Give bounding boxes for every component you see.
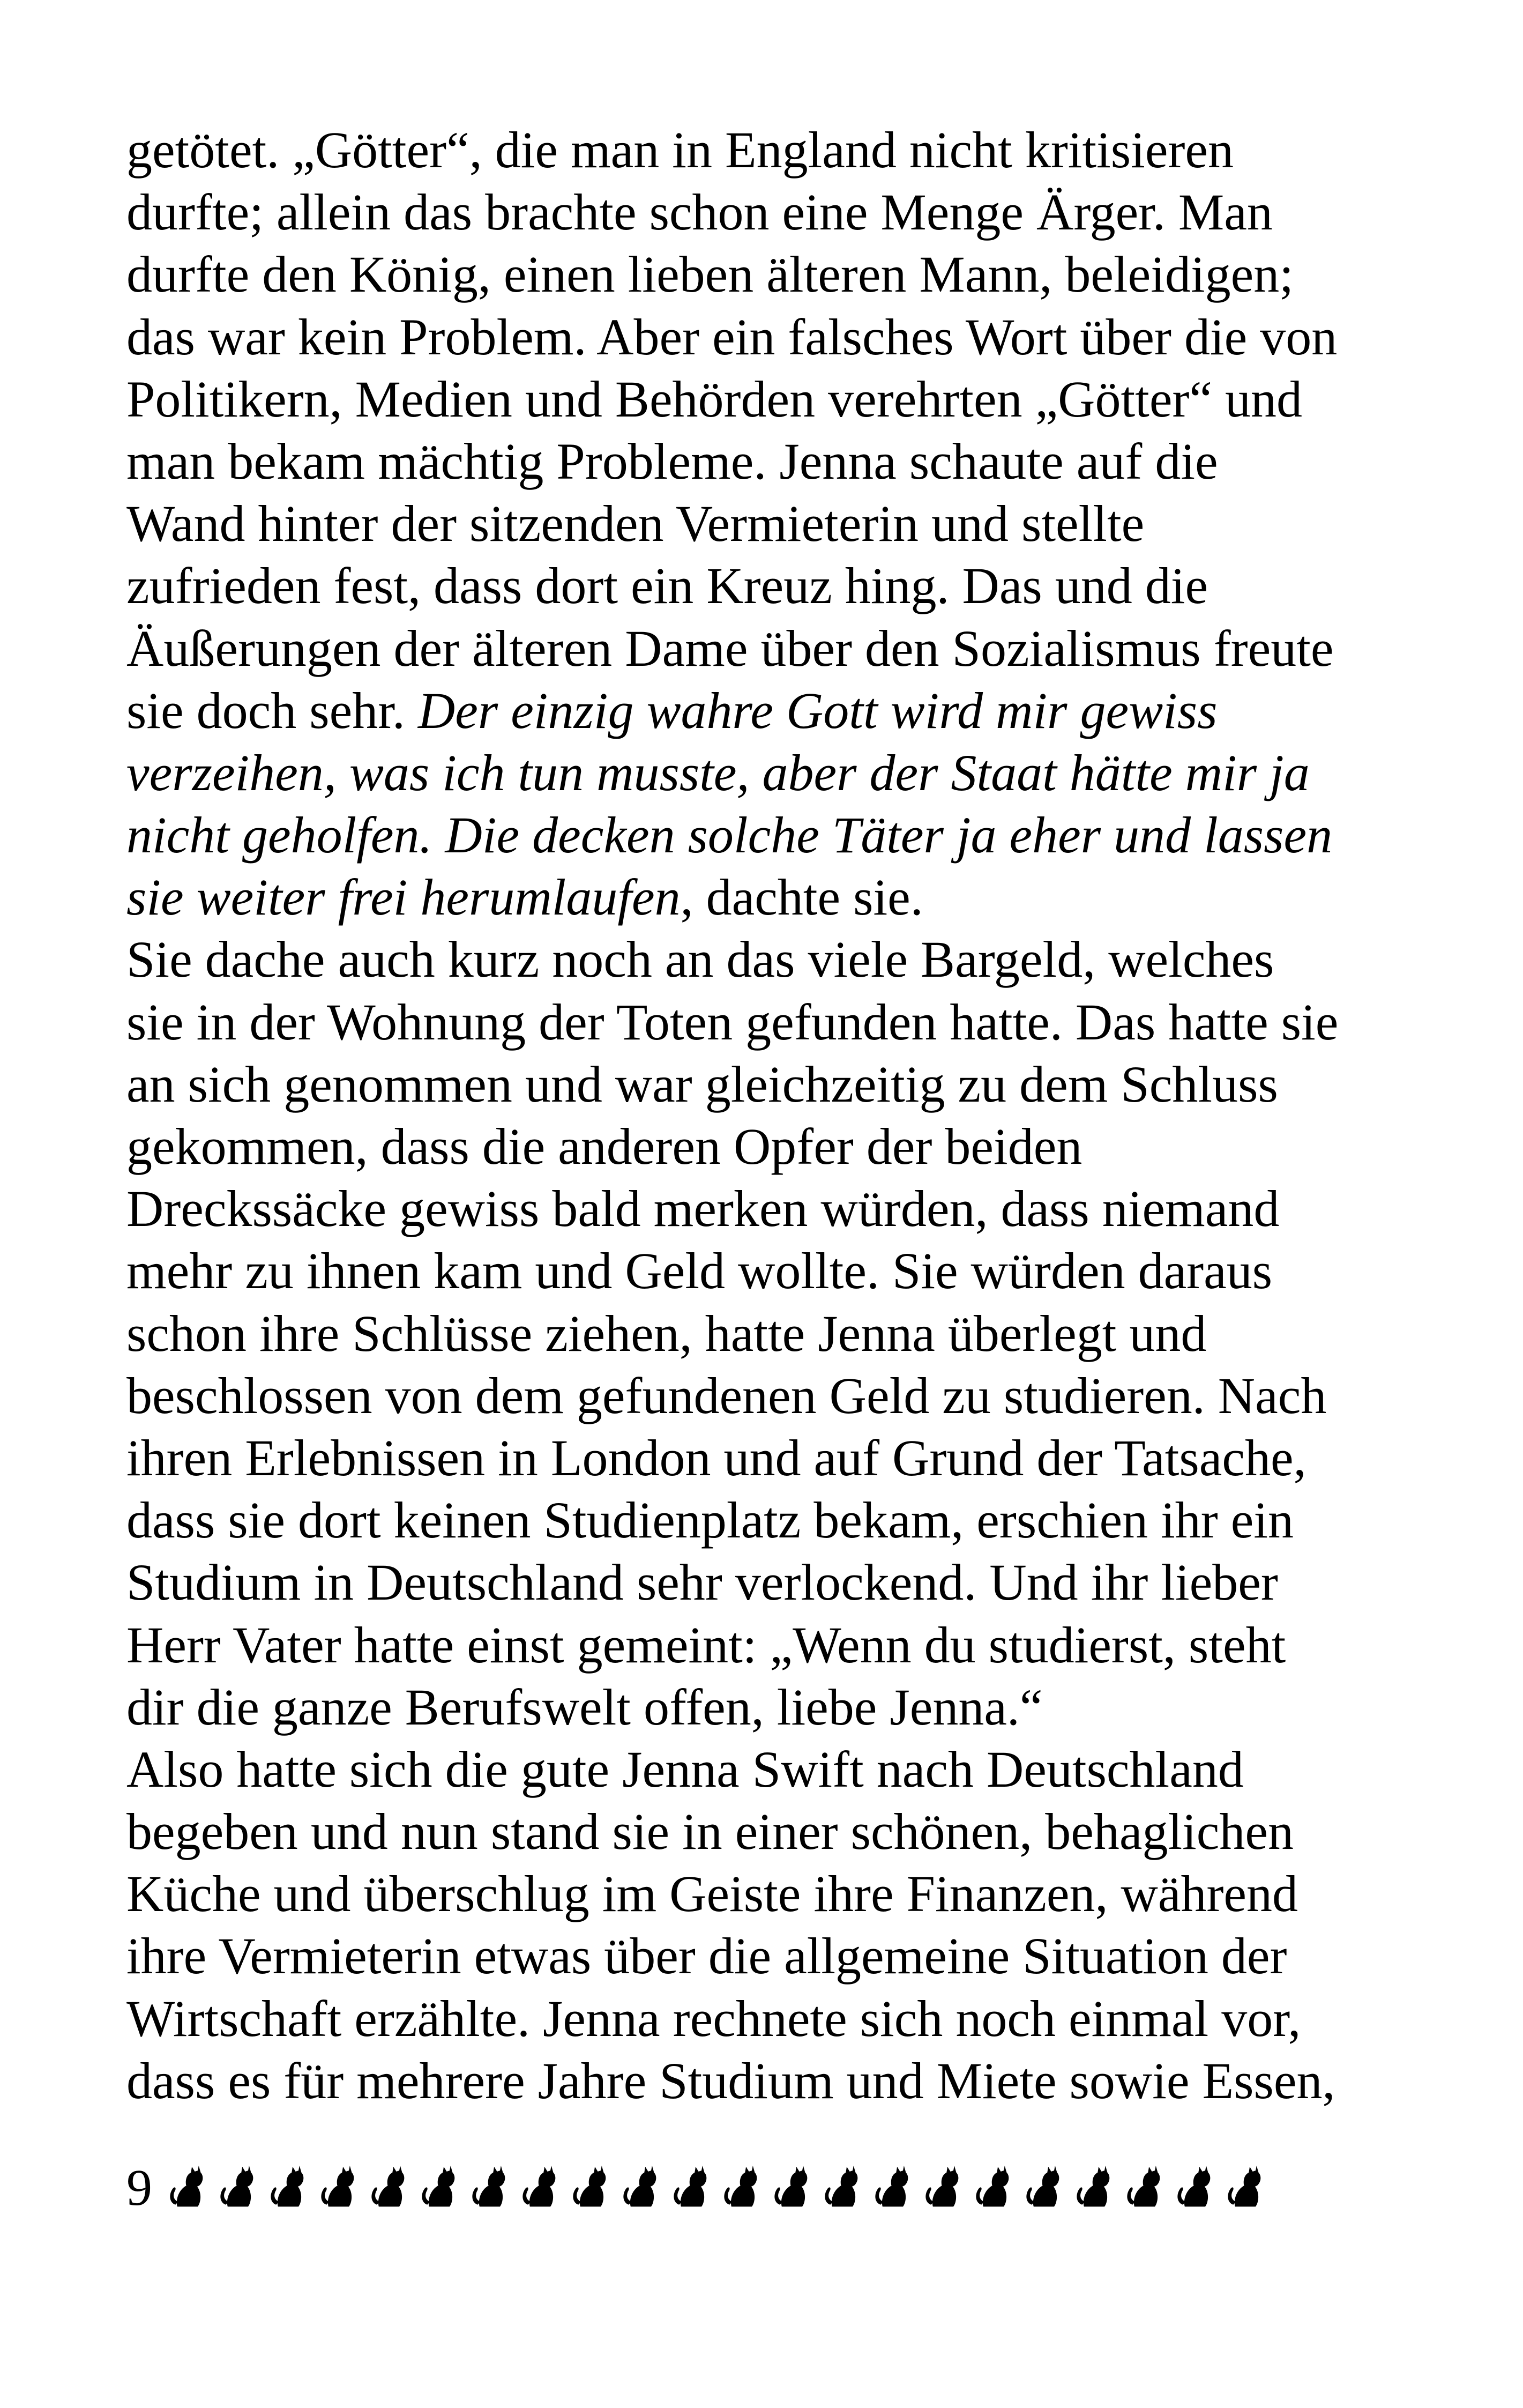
text-line <box>126 368 1413 430</box>
text-line <box>126 430 1413 493</box>
text-line <box>126 1738 1413 1801</box>
sitting-cat-icon <box>973 2166 1013 2209</box>
text-line <box>126 1676 1413 1738</box>
text-line <box>126 1365 1413 1427</box>
text-run: Sie dache auch kurz noch an das viele Bargeld, welches <box>126 931 1274 989</box>
italic-thought: Der einzig wahre Gott wird mir gewiss <box>417 681 1218 739</box>
text-run: sie in der Wohnung der Toten gefunden hatte. Das hatte sie <box>126 993 1339 1051</box>
text-run: ihren Erlebnissen in London und auf Grund der Tatsache, <box>126 1429 1307 1487</box>
text-line <box>126 928 1413 991</box>
sitting-cat-icon <box>520 2166 559 2209</box>
text-line <box>126 1178 1413 1240</box>
text-line <box>126 680 1413 742</box>
text-line <box>126 991 1413 1053</box>
text-run: gekommen, dass die anderen Opfer der beiden <box>126 1118 1082 1175</box>
text-line <box>126 555 1413 617</box>
sitting-cat-icon <box>872 2166 912 2209</box>
text-run: Herr Vater hatte einst gemeint: „Wenn du studierst, steht <box>126 1616 1286 1674</box>
text-line <box>126 866 1413 928</box>
sitting-cat-icon <box>923 2166 962 2209</box>
text-line <box>126 1303 1413 1365</box>
text-line <box>126 1614 1413 1676</box>
text-line <box>126 1551 1413 1614</box>
sitting-cat-icon <box>419 2166 459 2209</box>
text-run: durfte den König, einen lieben älteren Mann, beleidigen; <box>126 246 1294 303</box>
sitting-cat-icon <box>369 2166 408 2209</box>
sitting-cat-icon <box>1225 2166 1265 2209</box>
text-run: das war kein Problem. Aber ein falsches Wort über die von <box>126 308 1338 366</box>
text-run: man bekam mächtig Probleme. Jenna schaute auf die <box>126 432 1218 490</box>
italic-thought: nicht geholfen. Die decken solche Täter ja eher und lassen <box>126 806 1333 864</box>
sitting-cat-icon <box>721 2166 761 2209</box>
text-line <box>126 493 1413 555</box>
cat-ornament-row <box>167 2166 1275 2209</box>
text-run: schon ihre Schlüsse ziehen, hatte Jenna überlegt und <box>126 1304 1207 1362</box>
text-run: dass es für mehrere Jahre Studium und Miete sowie Essen, <box>126 2052 1335 2109</box>
text-line <box>126 804 1413 866</box>
page-number: 9 <box>126 2158 152 2216</box>
text-run: Äußerungen der älteren Dame über den Sozialismus freute <box>126 619 1334 677</box>
text-run: dass sie dort keinen Studienplatz bekam, erschien ihr ein <box>126 1491 1294 1549</box>
text-line <box>126 1116 1413 1178</box>
text-line <box>126 181 1413 243</box>
text-run: Also hatte sich die gute Jenna Swift nach Deutschland <box>126 1740 1244 1798</box>
text-run: , dachte sie. <box>680 868 923 926</box>
text-run: durfte; allein das brachte schon eine Menge Ärger. Man <box>126 183 1273 241</box>
sitting-cat-icon <box>469 2166 509 2209</box>
text-line <box>126 2050 1413 2112</box>
text-line <box>126 1053 1413 1116</box>
sitting-cat-icon <box>822 2166 862 2209</box>
sitting-cat-icon <box>167 2166 207 2209</box>
text-line <box>126 1925 1413 1987</box>
text-line <box>126 1988 1413 2050</box>
text-run: mehr zu ihnen kam und Geld wollte. Sie würden daraus <box>126 1242 1273 1300</box>
sitting-cat-icon <box>671 2166 711 2209</box>
body-text <box>126 119 1413 2112</box>
text-line <box>126 1427 1413 1489</box>
text-run: beschlossen von dem gefundenen Geld zu studieren. Nach <box>126 1366 1327 1424</box>
text-line <box>126 119 1413 181</box>
text-run: Politikern, Medien und Behörden verehrten „Götter“ und <box>126 370 1303 428</box>
text-line <box>126 742 1413 804</box>
sitting-cat-icon <box>318 2166 358 2209</box>
italic-thought: verzeihen, was ich tun musste, aber der Staat hätte mir ja <box>126 744 1310 801</box>
sitting-cat-icon <box>772 2166 811 2209</box>
text-run: Wirtschaft erzählte. Jenna rechnete sich noch einmal vor, <box>126 1989 1301 2047</box>
text-run: begeben und nun stand sie in einer schönen, behaglichen <box>126 1803 1294 1861</box>
sitting-cat-icon <box>1124 2166 1164 2209</box>
text-line <box>126 1801 1413 1863</box>
text-line <box>126 306 1413 368</box>
text-run: zufrieden fest, dass dort ein Kreuz hing. Das und die <box>126 557 1208 615</box>
text-run: ihre Vermieterin etwas über die allgemeine Situation der <box>126 1927 1287 1985</box>
text-line <box>126 243 1413 306</box>
text-run: sie doch sehr. <box>126 681 418 739</box>
sitting-cat-icon <box>1024 2166 1063 2209</box>
text-line <box>126 1863 1413 1925</box>
text-line <box>126 618 1413 680</box>
text-run: getötet. „Götter“, die man in England nicht kritisieren <box>126 121 1234 179</box>
text-line <box>126 1240 1413 1302</box>
sitting-cat-icon <box>268 2166 308 2209</box>
sitting-cat-icon <box>1175 2166 1214 2209</box>
text-run: Dreckssäcke gewiss bald merken würden, dass niemand <box>126 1180 1280 1238</box>
text-run: Studium in Deutschland sehr verlockend. Und ihr lieber <box>126 1554 1278 1611</box>
sitting-cat-icon <box>570 2166 610 2209</box>
text-line <box>126 1489 1413 1551</box>
text-run: an sich genommen und war gleichzeitig zu dem Schluss <box>126 1055 1278 1113</box>
sitting-cat-icon <box>621 2166 660 2209</box>
sitting-cat-icon <box>1074 2166 1114 2209</box>
text-run: Wand hinter der sitzenden Vermieterin und stellte <box>126 495 1145 553</box>
text-run: dir die ganze Berufswelt offen, liebe Jenna.“ <box>126 1678 1043 1736</box>
text-run: Küche und überschlug im Geiste ihre Finanzen, während <box>126 1865 1298 1923</box>
italic-thought: sie weiter frei herumlaufen <box>126 868 681 926</box>
sitting-cat-icon <box>218 2166 257 2209</box>
page-footer <box>126 2155 1275 2219</box>
